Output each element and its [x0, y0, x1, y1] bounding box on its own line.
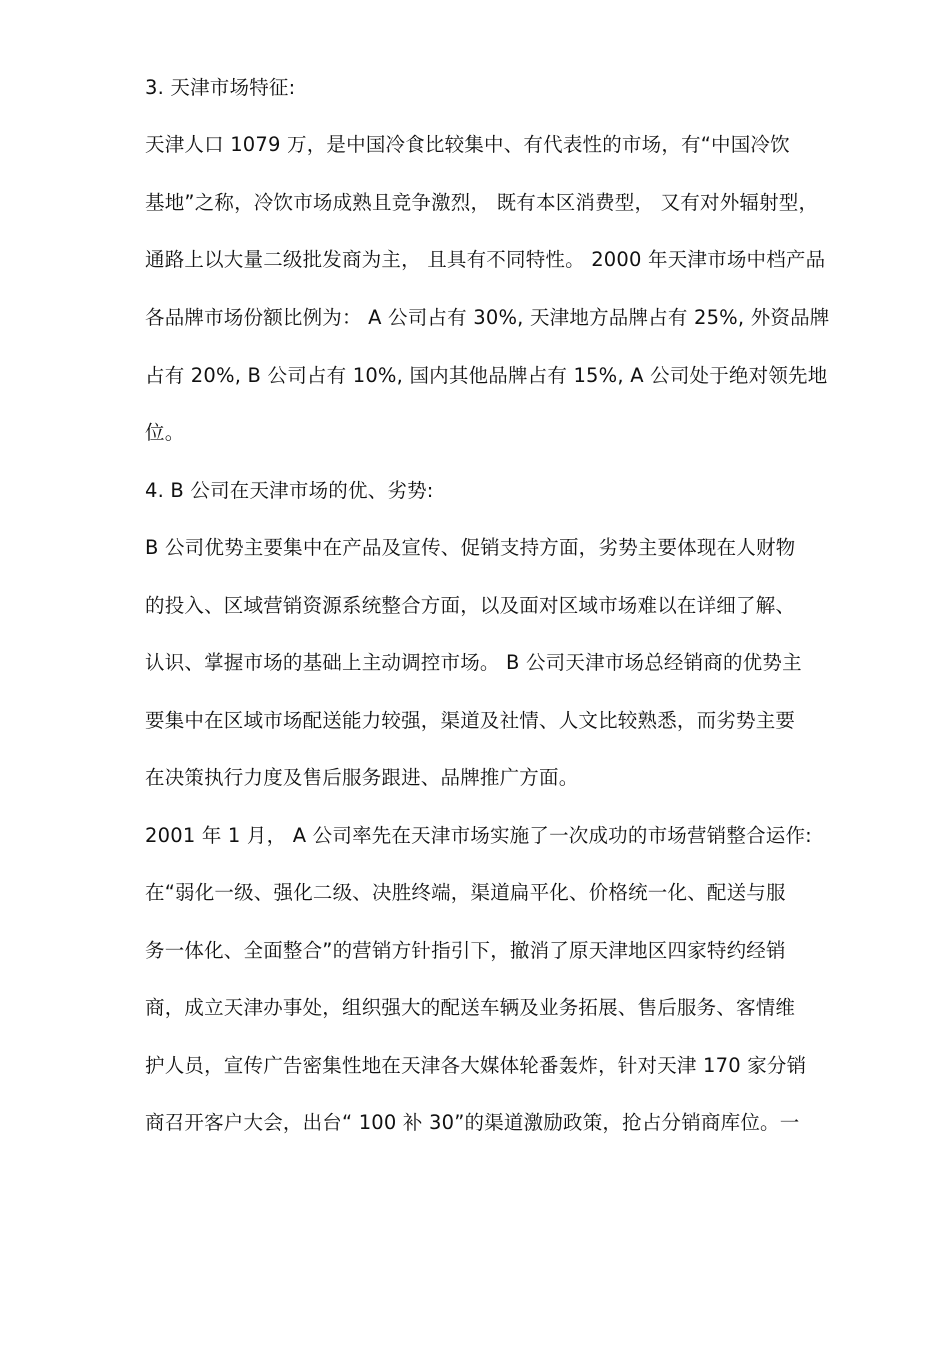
paragraph-line: 2001 年 1 月， A 公司率先在天津市场实施了一次成功的市场营销整合运作: [145, 824, 812, 847]
paragraph-line: B 公司优势主要集中在产品及宣传、促销支持方面，劣势主要体现在人财物 [145, 536, 796, 559]
paragraph-line: 的投入、区域营销资源系统整合方面，以及面对区域市场难以在详细了解、 [145, 594, 796, 617]
paragraph-line: 占有 20%, B 公司占有 10%, 国内其他品牌占有 15%, A 公司处于绝对领先地 [145, 364, 828, 387]
paragraph-line: 基地”之称，冷饮市场成熟且竞争激烈， 既有本区消费型， 又有对外辐射型， [145, 191, 819, 214]
paragraph-line: 在“弱化一级、强化二级、决胜终端，渠道扁平化、价格统一化、配送与服 [145, 881, 786, 904]
paragraph-line: 认识、掌握市场的基础上主动调控市场。 B 公司天津市场总经销商的优势主 [145, 651, 802, 674]
paragraph-line: 通路上以大量二级批发商为主， 且具有不同特性。 2000 年天津市场中档产品 [145, 248, 826, 271]
paragraph-line: 商召开客户大会，出台“ 100 补 30”的渠道激励政策，抢占分销商库位。一 [145, 1111, 800, 1134]
paragraph-line: 在决策执行力度及售后服务跟进、品牌推广方面。 [145, 766, 579, 789]
paragraph-line: 要集中在区域市场配送能力较强，渠道及社情、人文比较熟悉，而劣势主要 [145, 709, 796, 732]
paragraph-line: 务一体化、全面整合”的营销方针指引下，撤消了原天津地区四家特约经销 [145, 939, 786, 962]
paragraph-line: 位。 [145, 421, 185, 444]
paragraph-line: 各品牌市场份额比例为： A 公司占有 30%, 天津地方品牌占有 25%, 外资品牌 [145, 306, 830, 329]
section-heading-3: 3. 天津市场特征: [145, 76, 296, 99]
paragraph-line: 护人员，宣传广告密集性地在天津各大媒体轮番轰炸，针对天津 170 家分销 [145, 1054, 807, 1077]
section-heading-4: 4. B 公司在天津市场的优、劣势: [145, 479, 434, 502]
paragraph-line: 商，成立天津办事处，组织强大的配送车辆及业务拓展、售后服务、客情维 [145, 996, 796, 1019]
paragraph-line: 天津人口 1079 万，是中国冷食比较集中、有代表性的市场，有“中国冷饮 [145, 133, 790, 156]
